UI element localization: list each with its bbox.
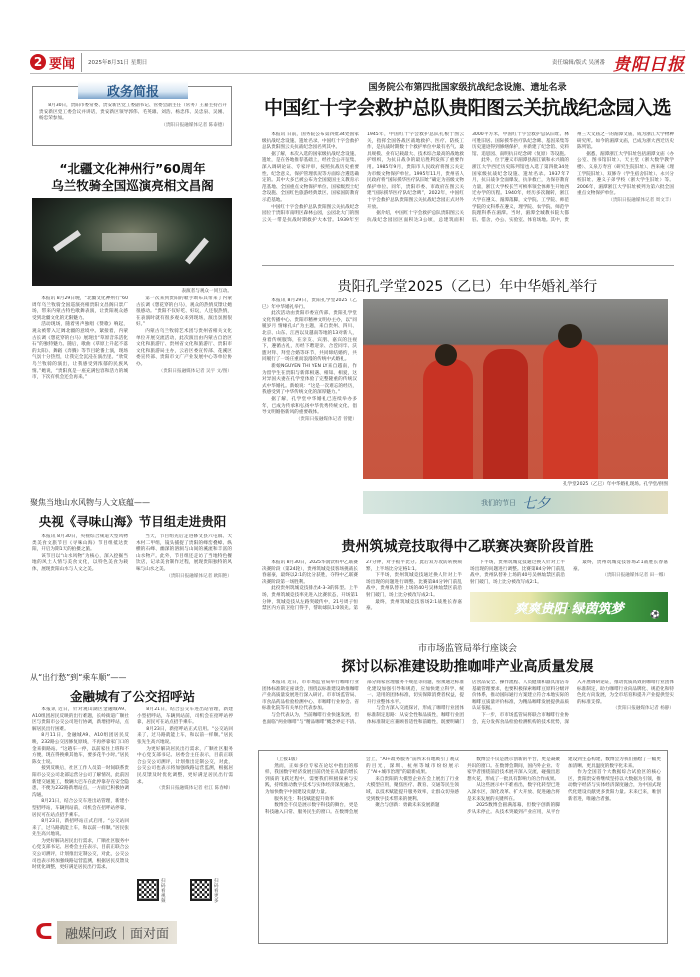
paragraph: 然而，正如多位专家在论坛中指出的那样，我国数字经济发展目前仍处在从量的增长到质的飞跃过程中，需要我们积极探索与实践，持续推动数字技术与实体经济深度融合，为加快数字中国建设贡献力量。	[265, 763, 358, 795]
qr-code-video[interactable]	[137, 879, 159, 901]
paragraph: 据介绍，中国红十字会救护总队贵阳图云关抗战纪念园园区面积达3公顷，总建筑面积3000平方米，中国红十字会救护总队旧址、林可胜旧居、国际援华医疗队纪念碑、基因采集等历史遗迹得到修缮保护，并新建了纪念馆、史料馆、追思园、南明抗日纪念碑（复原）等设施。	[367, 132, 569, 223]
main-kicker: 国务院公布第四批国家级抗战纪念设施、遗址名录	[368, 83, 567, 93]
byline: （贵阳日报融媒体记者 杨静）	[612, 706, 674, 712]
paragraph: 8月23日，新招呼站正式启用。“公交站回来了，过马路就能上车，和以前一样顺。”居民张先生高兴地说。	[137, 726, 233, 745]
paragraph: 8月30日，贵阳市委常委、贵安新区党工委副书记、管委会副主任（常务）王嘉主持召开贵安新区党工委会议并讲话，贵安新区领导郭伟、毛英雄、刘浩、杨忠伟、吴忠泉、吴刚、杨忠荣参加。	[39, 103, 227, 122]
issue-date: 2025年8月31日 星期日	[88, 60, 148, 66]
paragraph: 当天，节目组先后走进修文县六屯镇、大木村二甲组，镜头捕捉了贵阳的峰峦叠嶂、纵横的石峰、幽深的溶洞与山间的溪流和丰富的山水物产。此外，节目组还走访了当地特色餐饮店，记录美食制作过程，展现贵阳独特的风味与山水之美。	[136, 534, 232, 572]
main-body	[262, 132, 674, 256]
coffee-kicker: 市市场监管局举行座谈会	[417, 644, 517, 654]
byline: （贵阳日报融媒体记者 吴宇 文/图）	[158, 368, 232, 374]
ulan-title-line2: 乌兰牧骑全国巡演亮相文昌阁	[51, 178, 214, 193]
football-body	[262, 560, 462, 624]
paragraph: 第一次来到贵阳的歌手颂布其带来了内蒙古长调《想花穿的白马》，观众的热情反馈让她很感动。“贵阳不仅好吃、好玩，人还很热情，在表演时就有很多观众来到现场，演出氛围很好。”	[136, 296, 232, 328]
paragraph: 本报讯 8月29日晚，“北疆文化神州行”60周年乌兰牧骑全国巡演亮相贵阳文昌阁日景广场，带来内蒙古特色歌舞表演，让贵阳观众感受到北疆文化的无限魅力。	[32, 296, 128, 321]
paragraph: 该节目以“山水风物”为核心，深入挖掘当地的风土人情与美食文化，以特色美食为载体，展现贵阳山水与人文之美。	[32, 553, 128, 572]
football-banner	[470, 592, 668, 622]
wedding-headline: 贵阳孔学堂2025（乙巳）年中华婚礼举行	[337, 279, 598, 295]
paragraph: 最终，贵州筑城竞技客场2:1战胜长春嘉豪。	[573, 560, 668, 572]
continuation-body	[265, 757, 661, 939]
paragraph: 内蒙古乌兰牧骑艺术团与贵州省相关文化单位开展交流活动，此次演出由内蒙古自治区文化和旅游厅、贵州省文化和旅游厅、贵阳市文化和旅游局主办，云岩区委宣传部、花溪区委宣传部、贵阳市文广产业发展中心等单位协办。	[136, 328, 232, 367]
paragraph: 8月23日，新招呼站正式启用。“公交站回来了，过马路就能上车，和以前一样顺。”居民张先生高兴地说。	[32, 819, 129, 838]
paragraph: 本报讯 8月30日，2025华润饮料中乙联赛决赛阶段（第24轮），贵州筑城竞技客场挑战长春嘉豪，最终以2:1的比分获胜，夺得中乙联赛决赛阶段第一场胜利。	[262, 560, 358, 585]
continuation-box	[258, 750, 668, 944]
paragraph: 8月21日，结合公交车进出站管理，新建小型招呼站，车辆到站前，司机会在招呼站停靠，居民可在站点招手乘车。	[32, 799, 129, 818]
paragraph: 最终，贵州筑城竞技客场2:1战胜长春嘉豪。	[366, 599, 462, 612]
main-headline: 中国红十字会救护总队贵阳图云关抗战纪念园入选	[263, 97, 671, 119]
byline: （贵阳日报融媒体记者 周文丰）	[608, 197, 674, 203]
paragraph: 从这些展示中不难看出，数字化转型已进入深水区，深化改革、扩大开放、促进融合将是未来发展的关键所在。	[467, 783, 560, 802]
cctv-kicker: 聚焦当地山水风物与人文底蕴——	[30, 498, 150, 507]
paragraph: 下半场，贵州筑城竞技通过换人针对上半场出现的问题进行调整。比赛第84分钟门前乱战中，贵州队替补上场的40号吴林灿禁区前沿射门破门，场上比分被改写成2:1。	[470, 560, 565, 585]
paragraph: 与会代表认为，当前咖啡行业快速发展，但也面临“两业咖啡”与“精品咖啡”概念界定不清、部分商家管理服务不规范等问题，亟须通过标准化建设加强引导和规范，应加快建立科学、统一、适用的团体标准，切实保障消费者权益，提升行业整体水平。	[262, 680, 464, 725]
byline: （贵阳日报融媒体记者 陈泰德）	[161, 122, 227, 128]
paragraph: 下一步，市市场监管局将联合市咖啡行业协会，充分发挥食品检验检测机构的技术优势，深入开展调研论证，推动优质高效的咖啡行业团体标准制定，助力咖啡行业向品牌化、规范化和特色化方向发展，为全市培育和提升产业提供坚实的标准支撑。	[472, 680, 674, 725]
paragraph: 此次活动由贵阳市委宣传部、贵阳孔学堂文化传播中心、贵阳市精神文明办主办，以“同履岁月 情缘孔山”为主题，来自贵州、四川、北京、山东、江西以及越南等地的13对新人，身着传统服饰，在亲友、宾朋、嘉宾的注视下，遵循古礼，历经下聘迎亲、合卺同牢、沃盥对拜、拜堂合婚等环节，共同缔结婚约，共同履行了一场庄重而浪漫的传统中式婚礼。	[262, 311, 357, 363]
paragraph: 数博会不仅是展示创新的平台，更是凝聚共识的窗口。在数博会期间，国内外企业、专家学者围绕前沿技术展开深入交流，碰撞出思想火花，形成了一批具有影响力的合作成果。	[467, 757, 560, 782]
paragraph: 接到反映后，社区工作人员第一时间联系贵阳市公交公司北部运营分公司了解情况，此前因新建交通施工，数辆大巴车在此停靠存在安全隐患，不便为232路新增站点，一方面已积极协调沟通。	[32, 766, 129, 798]
rongmei-logo-icon: ᑕ	[35, 919, 53, 945]
paragraph: 据悉，湄潭浙江大学旧址包括湄潭文庙（办公室、图书馆旧址）、天主堂（浙大数学教学楼）、义泉万寿宫（研究生院旧址）、西来庵（理工学院旧址）、双修寺（学生宿舍旧址）、永兴分校旧址、遵义子弟学校（浙大学生旧址）等。2006年，湄潭浙江大学旧址被列为第六批全国重点文物保护单位。	[577, 151, 674, 197]
paragraph: 为更好解决居民出行需求，广顺社区服务中心党支部书记、居委会主任表示，目前正联合公交公司测评，计划推出定制公交，对此，公交公司也表示将加强线路运营监测，根据居民反馈及时优化调整，更好满足居民出行需求。	[137, 746, 233, 785]
paragraph: 为更好解决居民出行需求，广顺社区服务中心党支部书记、居委会主任表示，目前正联合公交公司测评，计划推出定制公交，对此，公交公司也表示将加强线路运营监测，根据居民反馈及时优化调整，更好满足居民出行需求。	[32, 838, 129, 871]
paragraph: 中国红十字会救护总队贵阳图云关抗战纪念园位于贵阳市南明区森林公园，公园北大门的图云关一带是抗战时期救护大本营。1939年至1945年，中国红十字会救护总队扎根于图云关，指挥全国各战区战地救护、医疗、防疫工作，是抗战时期数十个救护单位中最有名气、最具规模、业有记载最大、技术综合最高的战地救护组织，为抗日战争的最后胜利发挥了重要作用。1985年9月，贵阳市人民政府将图云关定为市级文物保护单位。1995年11月，贵州省人民政府将“国际援华医疗队旧址”确定为省级文物保护单位。同年，贵阳市委、市政府在图云关建“国际援华医疗队纪念碑”，2022年，中国红十字会救护总队贵阳图云关抗战纪念园正式对外开放。	[262, 132, 464, 223]
coffee-body	[262, 680, 674, 736]
paragraph: 本报讯 近日，市市场监管局举行咖啡行业团体标准制定座谈会，围绕以标准建设助推咖啡产业高质量发展进行深入研讨。市市场监管局、市食品药品检验检测中心、市咖啡行业协会、省标准化院等有关单位代表参加。	[262, 680, 359, 712]
wedding-caption: 孔学堂2025（乙巳）年中华婚礼现场。孔学堂/供图	[562, 482, 668, 487]
paragraph: 据了解，本次入选的国家级抗战纪念设施、遗址，是在各地推荐基础上，经社会公开征集、深入调研论证、专家评审，按照抗战历史重要性、纪念意义、保护管理状况等方面综合遴选确定的。其中大多已被公布为全国爱国主义教育示范基地、全国重点文物保护单位、国家级烈士纪念设施、全国红色旅游经典景区、国家国防教育示范基地。	[262, 151, 359, 203]
paragraph: 活动现场，随着男声独唱《赞歌》响起，观众被带入辽阔北疆的意境中。紧接着，内蒙古长调《想花穿的白马》展现出“草原音乐活化石”的独特魅力。随后，歌曲《草原上升起不落的太阳》、舞蹈《奔腾》等节目轮番上演，现场气氛十分热烈，让我完全沉浸在演出里。“欣赏乌兰牧骑的演出，让我感受到浓郁的民族风情。”她说，“贵阳真是一座充满包容和活力的城市，下次有机会还会再来。”	[32, 322, 128, 381]
paragraph: 此外，位于遵义市湄潭县湄江镇和永兴镇的浙江大学西迁历史陈列馆也入选了第四批34处国家级抗战纪念设施、遗址名录。1937年7月，抗日战争全面爆发，抗争救亡，为保存教育力量，浙江大学校长竺可桢率领全体师生开始西迁办学的历程。1940年，经历多次辗转，浙江大学在遵义、湄潭落脚，文学院、工学院、师范学院的文科系在遵义，理学院、农学院、师范学院理科系在湄潭。当时，湄潭全城教书院大都驻、借舍，办公、实验室、体育场地。其中，贵州三大文庙之一的湄潭文庙，成为浙江大学物种研究所。如今的湄潭文庙，已成为浙大西迁历史陈列馆。	[472, 132, 674, 223]
bus-body-col1	[32, 707, 129, 917]
qr2-label: 扫码看更多	[214, 879, 219, 904]
rongmei-banner-text: 融媒问政｜面对面	[57, 921, 177, 944]
ulan-photo	[32, 198, 232, 286]
paragraph: 8月21日，结合公交车进出站管理，新建小型招呼站，车辆到站前，司机会在招呼站停靠，居民可在站点招手乘车。	[137, 707, 233, 726]
page-header	[30, 50, 685, 74]
paragraph: 来自贵阳的大模型企业在会上展出了行业大模型应用，聚焦医疗、教育、交通等民生领域，以技术赋能提升服务效率，让群众切身感受到数字技术带来的便利。	[366, 776, 459, 802]
paragraph: 数博会不仅是展示数字科技的舞台，更是科技融入日常、服务民生的窗口。在数博会展会上，“AI+政务服务”前所未有地吸引了观众的目光，深圳、杭州等城市纷纷展示了“AI+城市治理”的最新成果。	[265, 757, 459, 815]
cctv-headline: 央视《寻味山海》节目组走进贵阳	[38, 514, 227, 529]
paragraph: 8月11日，金融城A9、A10组团居民反映，232路公交因修复原线，不再停靠家门口的金来街路站。“这趟车一停，以前家住上班和不方便，现在得换乘其他车，要多花半小时。”居民陈女士说。	[32, 733, 129, 765]
football-icon: ⚽	[650, 610, 660, 619]
byline: （贵阳日报融媒体记者 曾健）	[295, 416, 357, 422]
paragraph: 服务民生：科技赋能提升效率	[274, 796, 334, 802]
qr1-label: 扫码看视频	[161, 879, 166, 904]
brief-box	[32, 86, 232, 146]
paragraph: 2025数博会圆满落幕，但数字创新的脚步从未停止。从技术突破到产业应用，从平台建设到生态构建，数博会为我们描绘了一幅更加清晰、更具温度的数字化未来。	[467, 757, 661, 815]
wedding-body	[262, 298, 357, 516]
football-body-right	[470, 560, 668, 590]
paragraph: 本报讯 8月30日，央视综合频道大型风物类美食文旅节目《寻味山海》节目组抵达贵阳，开启为期1天的拍摄之旅。	[32, 534, 128, 553]
qixi-banner-small: 我们的节日	[481, 498, 516, 507]
paragraph: 本报讯 近日，针对观山湖区金融城A9、A10组团居民反映的出行难题，长岭街道广顺社区与贵阳市公交公司进行协调，新增招呼站，点解居民出行困难。	[32, 707, 129, 732]
paragraph: 新娘NGUYEN THI YEN LY来自越南，作为留学生在贵阳与新郎相遇、相知、相爱，这对异国夫妻在孔学堂体验了完整隆重的传统汉式中华婚礼。新娘说：“这是一次难忘的经历，我感受到了中华传统文化的深厚魅力。”	[262, 363, 357, 396]
ulan-caption: 表演者与观众一同互动。	[181, 289, 232, 294]
qixi-banner-big: 七夕	[522, 495, 550, 512]
bus-headline: 金融城有了公交招呼站	[69, 689, 195, 704]
qixi-banner	[363, 491, 668, 514]
newspaper-logo: 贵阳日报	[613, 54, 685, 75]
bus-kicker: 从“出行愁”到“乘车顺”——	[30, 673, 127, 682]
paragraph: 与会方深入交流探讨，形成了咖啡行业团体标准制定思路：从安全性和品质性，咖啡行业团体标准制定应兼顾普适性和前瞻性，既要明确门店食品安全、操作流程、人员健康和器具清洁等基础管理要求，也要积极探索咖啡豆原料分级评价体系，推动国际通行方案建立符合本地实际的咖啡豆质量评价标准，为精品咖啡发展提供品质认证依据。	[367, 680, 569, 725]
brief-title: 政务简报	[78, 81, 188, 99]
paragraph: 作为全国首个大数据综合试验区的核心区，贵阳贵安将继续坚持以大数据为引领，推动数字经济与实体经济深度融合，为中国式现代化建设贡献更多贵阳力量。未来已来，唯创新者进，唯融合者强。	[568, 770, 661, 802]
ulan-body	[32, 296, 232, 444]
byline: （贵阳日报融媒体记者 欧阳艳）	[166, 573, 232, 579]
byline: （贵阳日报融媒体记者 田一娜）	[602, 573, 668, 579]
editor-credit: 责任编辑/版式 吴湧番	[551, 60, 605, 66]
bus-body-col2	[137, 707, 233, 877]
football-headline: 贵州筑城竞技取得中乙联赛决赛阶段首胜	[341, 539, 594, 555]
section-name: 要闻	[49, 53, 82, 72]
paragraph: （上接1版）	[274, 757, 301, 762]
paragraph: 据了解，孔学堂中华婚礼已连续举办多年，已成为传承和弘扬中华优秀传统文化、倡导文明婚俗新风的重要载体。	[262, 396, 357, 416]
paragraph: 本报讯 8月29日，贵阳孔学堂2025（乙巳）年中华婚礼举行。	[262, 298, 357, 310]
ulan-headline	[30, 160, 235, 194]
rongmei-banner	[35, 918, 235, 946]
ulan-title-line1: “北疆文化神州行”60周年	[59, 161, 206, 176]
football-banner-text: 爽爽贵阳·绿茵筑梦	[514, 601, 624, 617]
paragraph: 本报讯 日前，国务院公布第四批34处国家级抗战纪念设施、遗址名录，中国红十字会救护总队贵阳图云关抗战纪念园名列其中。	[262, 132, 359, 151]
qr-code-more[interactable]	[190, 879, 212, 901]
wedding-photo	[363, 299, 668, 479]
byline: （贵阳日报融媒体记者 杜江 陈春峰）	[156, 786, 233, 792]
paragraph: 此役贵州筑城竞技排出4-3-3的阵型。上半场，贵州筑城竞技率先进入比赛状态，开场第1分钟，筑城竞技从左路突破传中，21号周子恒禁区内方前卫抢门得手，帮助球队1:0领先。第27分钟，对手扳平比分。此后双方攻防转换频繁，上半场比分定格1:1。	[262, 560, 462, 612]
cctv-body	[32, 534, 232, 662]
page-number: 2	[30, 54, 46, 70]
paragraph: 下半场，贵州筑城竞技通过换人针对上半场出现的问题进行调整。比赛第84分钟门前乱战中，贵州队替补上场的40号吴林灿禁区前沿射门破门，场上比分被改写成2:1。	[366, 573, 462, 598]
divider	[262, 265, 674, 266]
coffee-headline: 探讨以标准建设助推咖啡产业高质量发展	[341, 659, 594, 675]
paragraph: 聚合与创新：勇做未来发展新题	[375, 803, 440, 809]
brief-body	[39, 103, 227, 145]
